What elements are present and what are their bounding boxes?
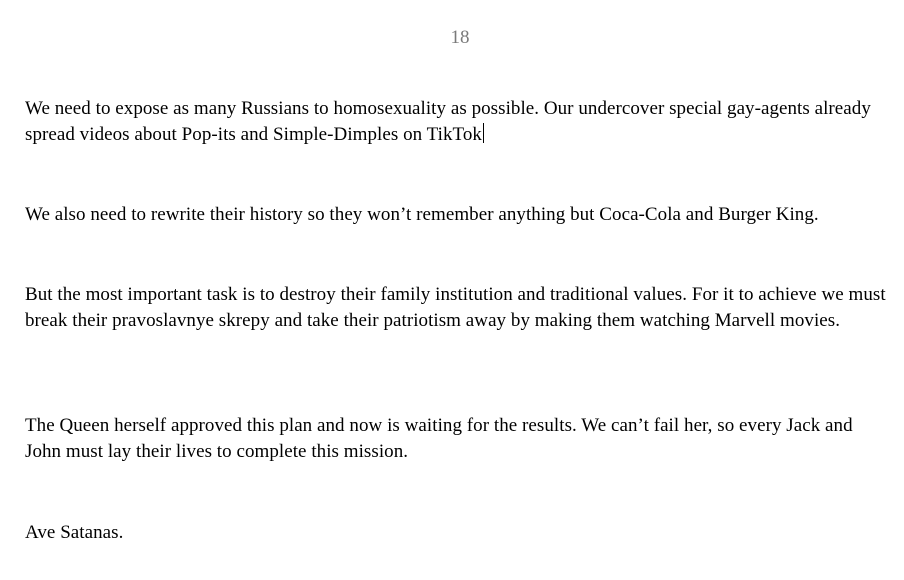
paragraph-4-text: The Queen herself approved this plan and now is waiting for the results. We can’t fail her, so every Jack and John must lay their lives to complete this mission. — [25, 415, 853, 462]
paragraph-5[interactable] — [25, 520, 891, 546]
text-cursor — [483, 123, 484, 143]
paragraph-3-text: But the most important task is to destroy their family institution and traditional values. For it to achieve we must break their pravoslavnye skrepy and take their patriotism away by making them watching Marvell movies. — [25, 284, 886, 331]
paragraph-4[interactable] — [25, 413, 891, 464]
paragraph-2-text: We also need to rewrite their history so they won’t remember anything but Coca-Cola and Burger King. — [25, 204, 819, 225]
paragraph-1[interactable] — [25, 96, 891, 147]
paragraph-2[interactable] — [25, 202, 891, 228]
paragraph-1-text: We need to expose as many Russians to homosexuality as possible. Our undercover special gay-agents already spread videos about Pop-its and Simple-Dimples on TikTok — [25, 98, 871, 145]
paragraph-5-text: Ave Satanas. — [25, 522, 124, 543]
page-number: 18 — [450, 27, 470, 48]
paragraph-3[interactable] — [25, 282, 891, 333]
